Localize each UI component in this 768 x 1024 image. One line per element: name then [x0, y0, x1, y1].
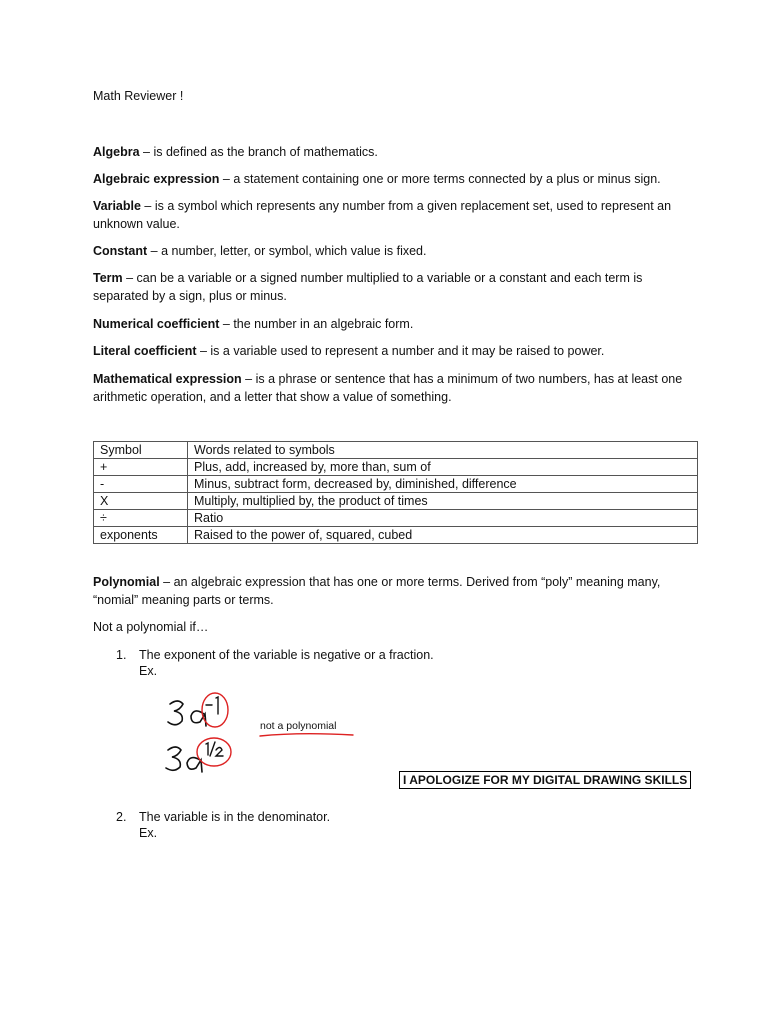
definition-polynomial — [93, 573, 693, 609]
definition-constant — [93, 242, 693, 260]
definition-term: Algebra — [93, 145, 140, 159]
definition-term: Constant — [93, 244, 148, 258]
table-header-cell: Words related to symbols — [188, 442, 698, 459]
definition-algebraic-expression — [93, 170, 693, 188]
list-number: 2. — [116, 810, 127, 824]
list-item — [116, 808, 330, 826]
table-cell: exponents — [94, 527, 188, 544]
definition-term: Algebraic expression — [93, 172, 220, 186]
definition-text: – is a variable used to represent a number and it may be raised to power. — [196, 344, 605, 358]
table-cell: ÷ — [94, 510, 188, 527]
example-label: Ex. — [139, 664, 158, 678]
table-cell: Minus, subtract form, decreased by, diminished, difference — [188, 476, 698, 493]
example-label: Ex. — [139, 826, 158, 840]
definition-text: – the number in an algebraic form. — [219, 317, 414, 331]
definition-term: Variable — [93, 199, 141, 213]
table-row — [94, 527, 698, 544]
definition-variable — [93, 197, 693, 233]
symbols-table — [93, 441, 698, 544]
table-header-row — [94, 442, 698, 459]
table-row — [94, 510, 698, 527]
apology-note: I APOLOGIZE FOR MY DIGITAL DRAWING SKILLS — [399, 771, 691, 789]
document-title: Math Reviewer ! — [93, 89, 184, 103]
definition-numerical-coefficient — [93, 315, 693, 333]
definition-text: – an algebraic expression that has one or more terms. Derived from “poly” meaning many, “nomial” meaning parts or terms. — [93, 575, 661, 607]
table-row — [94, 459, 698, 476]
definition-text: – is a phrase or sentence that has a minimum of two numbers, has at least one arithmetic operation, and a letter that show a value of something. — [93, 372, 683, 404]
list-text: The exponent of the variable is negative or a fraction. — [139, 648, 434, 662]
not-polynomial-intro: Not a polynomial if… — [93, 620, 209, 634]
drawing-annotation: not a polynomial — [260, 720, 337, 732]
definition-term: Polynomial — [93, 575, 160, 589]
table-cell: Raised to the power of, squared, cubed — [188, 527, 698, 544]
definition-term: Numerical coefficient — [93, 317, 220, 331]
table-cell: Plus, add, increased by, more than, sum of — [188, 459, 698, 476]
definition-text: – can be a variable or a signed number multiplied to a variable or a constant and each term is separated by a sign, plus or minus. — [93, 271, 643, 303]
definition-text: – a number, letter, or symbol, which value is fixed. — [147, 244, 427, 258]
definition-text: – a statement containing one or more terms connected by a plus or minus sign. — [219, 172, 661, 186]
handwritten-drawing — [160, 688, 370, 778]
table-cell: + — [94, 459, 188, 476]
list-number: 1. — [116, 648, 127, 662]
list-text: The variable is in the denominator. — [139, 810, 331, 824]
definition-algebra — [93, 143, 693, 161]
definition-term: Term — [93, 271, 123, 285]
definition-text: – is defined as the branch of mathematics. — [139, 145, 378, 159]
table-cell: - — [94, 476, 188, 493]
definition-mathematical-expression — [93, 370, 693, 406]
definition-literal-coefficient — [93, 342, 693, 360]
definition-term: Literal coefficient — [93, 344, 197, 358]
definition-term-item — [93, 269, 693, 305]
table-row — [94, 493, 698, 510]
table-cell: Ratio — [188, 510, 698, 527]
definition-term: Mathematical expression — [93, 372, 242, 386]
table-row — [94, 476, 698, 493]
list-item — [116, 646, 434, 664]
table-cell: Multiply, multiplied by, the product of times — [188, 493, 698, 510]
table-cell: X — [94, 493, 188, 510]
table-header-cell: Symbol — [94, 442, 188, 459]
definition-text: – is a symbol which represents any number from a given replacement set, used to represent an unknown value. — [93, 199, 672, 231]
